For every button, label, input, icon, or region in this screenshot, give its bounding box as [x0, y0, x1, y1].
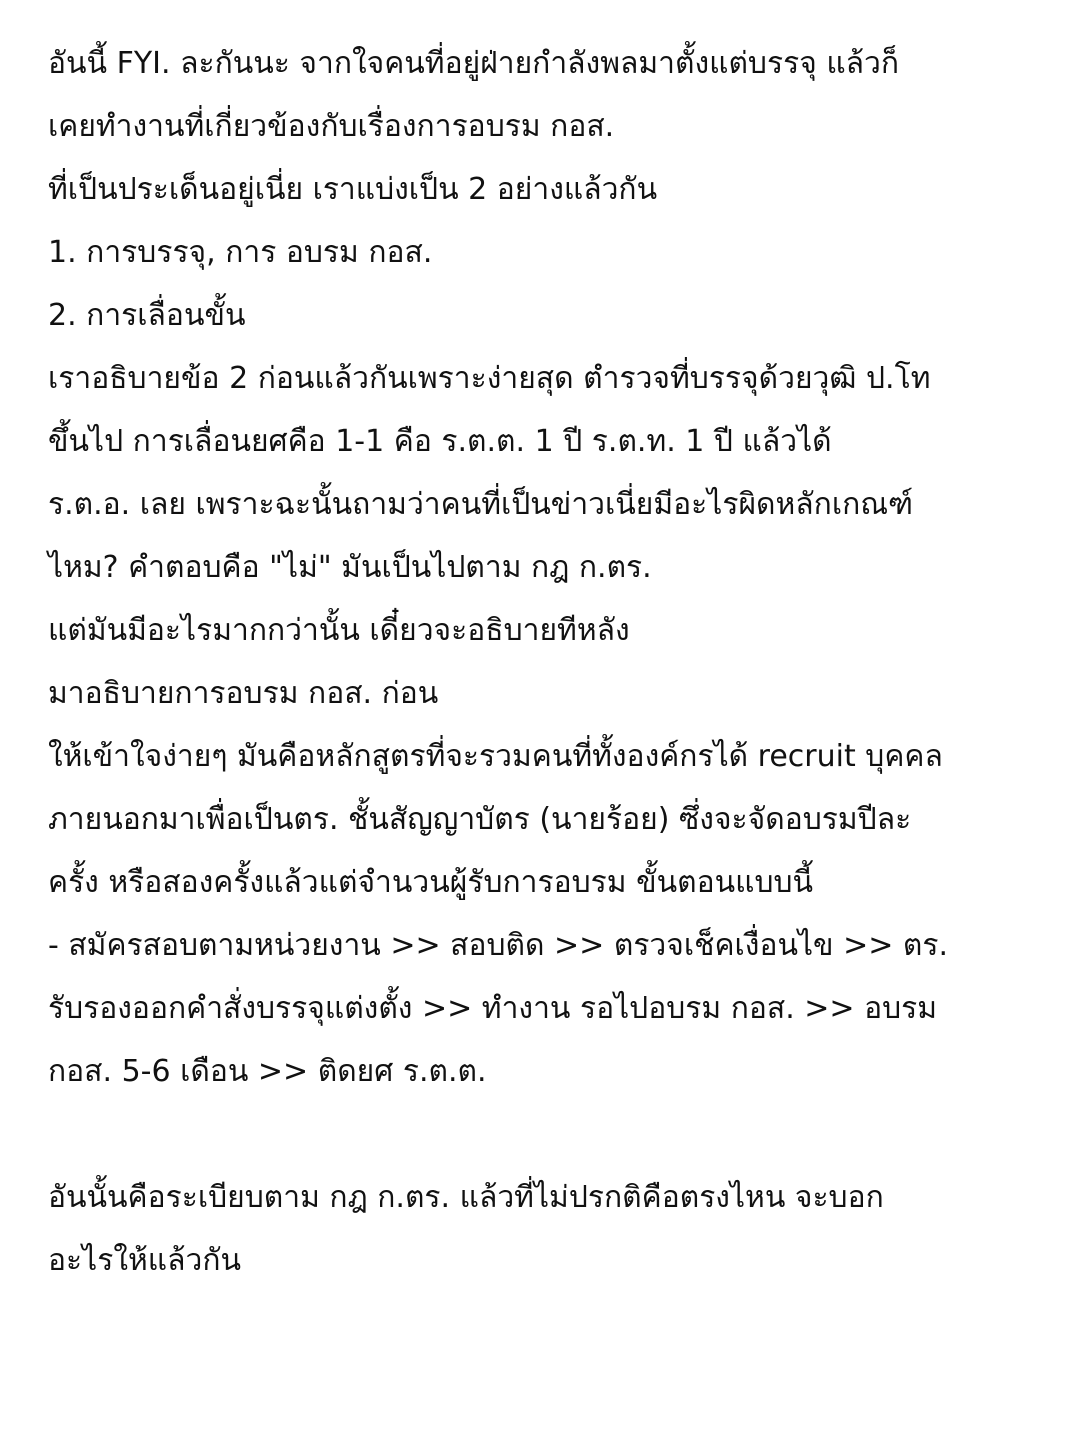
text-line: ภายนอกมาเพื่อเป็นตร. ชั้นสัญญาบัตร (นายร้อย) ซึ่งจะจัดอบรมปีละ	[48, 802, 912, 837]
text-line: อะไรให้แล้วกัน	[48, 1243, 241, 1278]
text-line: ที่เป็นประเด็นอยู่เนี่ย เราแบ่งเป็น 2 อย่างแล้วกัน	[48, 172, 658, 207]
text-line: ครั้ง หรือสองครั้งแล้วแต่จำนวนผู้รับการอบรม ขั้นตอนแบบนี้	[48, 865, 814, 900]
process-steps-line: กอส. 5-6 เดือน >> ติดยศ ร.ต.ต.	[48, 1054, 487, 1089]
process-steps-line: รับรองออกคำสั่งบรรจุแต่งตั้ง >> ทำงาน รอไปอบรม กอส. >> อบรม	[48, 991, 938, 1026]
text-line: เคยทำงานที่เกี่ยวข้องกับเรื่องการอบรม กอส.	[48, 109, 615, 144]
text-line: ร.ต.อ. เลย เพราะฉะนั้นถามว่าคนที่เป็นข่าวเนี่ยมีอะไรผิดหลักเกณฑ์	[48, 487, 913, 522]
text-line: แต่มันมีอะไรมากกว่านั้น เดี๋ยวจะอธิบายทีหลัง	[48, 613, 630, 648]
text-line: เราอธิบายข้อ 2 ก่อนแล้วกันเพราะง่ายสุด ตำรวจที่บรรจุด้วยวุฒิ ป.โท	[48, 361, 931, 396]
list-item-1: 1. การบรรจุ, การ อบรม กอส.	[48, 235, 433, 270]
post-text-body	[48, 40, 1058, 1300]
text-line: ให้เข้าใจง่ายๆ มันคือหลักสูตรที่จะรวมคนที่ทั้งองค์กรได้ recruit บุคคล	[48, 739, 943, 774]
list-item-2: 2. การเลื่อนขั้น	[48, 298, 246, 333]
text-line: มาอธิบายการอบรม กอส. ก่อน	[48, 676, 439, 711]
text-line: อันนั้นคือระเบียบตาม กฎ ก.ตร. แล้วที่ไม่ปรกติคือตรงไหน จะบอก	[48, 1180, 884, 1215]
text-line: อันนี้ FYI. ละกันนะ จากใจคนที่อยู่ฝ่ายกำลังพลมาตั้งแต่บรรจุ แล้วก็	[48, 46, 900, 81]
text-line: ขึ้นไป การเลื่อนยศคือ 1-1 คือ ร.ต.ต. 1 ปี ร.ต.ท. 1 ปี แล้วได้	[48, 424, 832, 459]
text-line: ไหม? คำตอบคือ "ไม่" มันเป็นไปตาม กฎ ก.ตร.	[48, 550, 652, 585]
blank-line	[48, 1111, 1058, 1174]
process-steps-line: - สมัครสอบตามหน่วยงาน >> สอบติด >> ตรวจเช็คเงื่อนไข >> ตร.	[48, 928, 949, 963]
